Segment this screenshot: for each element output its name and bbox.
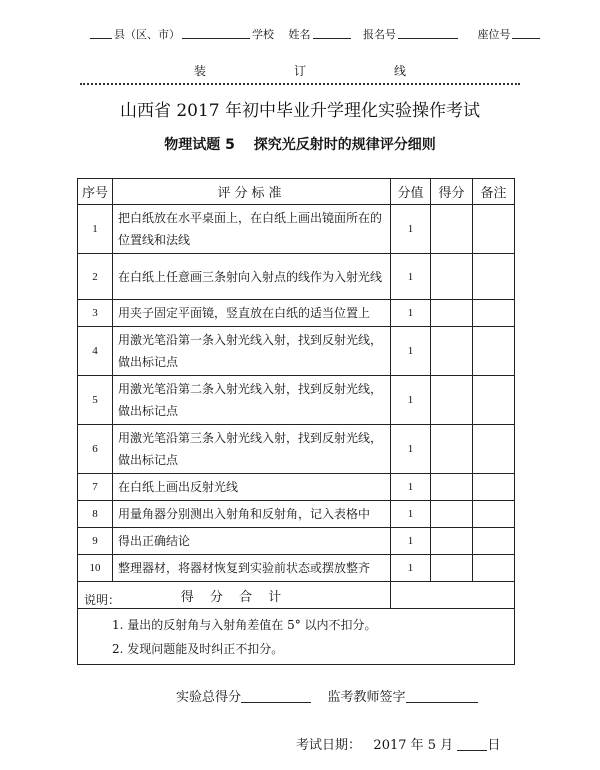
points-value: 1 — [391, 501, 431, 528]
table-row — [78, 376, 515, 425]
table-row — [78, 501, 515, 528]
table-row — [78, 474, 515, 501]
remarks-cell[interactable] — [473, 327, 515, 376]
table-row — [78, 425, 515, 474]
notes-label: 说明： — [84, 593, 121, 607]
remarks-cell[interactable] — [473, 501, 515, 528]
note-item: 1. 量出的反射角与入射角差值在 5° 以内不扣分。 — [112, 618, 377, 632]
binding-char: 装 — [193, 64, 206, 78]
reg-label: 报名号 — [363, 28, 396, 41]
points-value: 1 — [391, 327, 431, 376]
criteria-text: 把白纸放在水平桌面上，在白纸上画出镜面所在的位置线和法线 — [113, 205, 391, 254]
col-header-points: 分值 — [391, 179, 431, 205]
notes-section — [77, 583, 515, 665]
name-blank[interactable] — [313, 28, 351, 39]
points-value: 1 — [391, 425, 431, 474]
row-number: 2 — [78, 254, 113, 300]
county-blank[interactable] — [90, 28, 112, 39]
points-value: 1 — [391, 300, 431, 327]
dotted-divider — [80, 83, 520, 85]
remarks-cell[interactable] — [473, 528, 515, 555]
score-cell[interactable] — [431, 205, 473, 254]
row-number: 9 — [78, 528, 113, 555]
points-value: 1 — [391, 528, 431, 555]
points-value: 1 — [391, 205, 431, 254]
student-info-line — [90, 26, 540, 42]
exam-date-line — [296, 734, 500, 753]
notes-list — [112, 613, 508, 661]
score-cell[interactable] — [431, 425, 473, 474]
score-cell[interactable] — [431, 327, 473, 376]
date-year-month: 2017 年 5 月 — [373, 738, 454, 753]
criteria-text: 用量角器分别测出入射角和反射角，记入表格中 — [113, 501, 391, 528]
remarks-cell[interactable] — [473, 254, 515, 300]
criteria-text: 用激光笔沿第一条入射光线入射，找到反射光线，做出标记点 — [113, 327, 391, 376]
name-label: 姓名 — [288, 28, 311, 41]
points-value: 1 — [391, 474, 431, 501]
score-cell[interactable] — [431, 474, 473, 501]
table-header-row — [78, 179, 515, 205]
points-value: 1 — [391, 254, 431, 300]
remarks-cell[interactable] — [473, 376, 515, 425]
col-header-criteria: 评分标准 — [113, 179, 391, 205]
date-label: 考试日期： — [296, 738, 362, 753]
row-number: 7 — [78, 474, 113, 501]
col-header-no: 序号 — [78, 179, 113, 205]
row-number: 1 — [78, 205, 113, 254]
criteria-text: 用激光笔沿第三条入射光线入射，找到反射光线，做出标记点 — [113, 425, 391, 474]
binding-line — [80, 62, 520, 85]
binding-char: 订 — [293, 64, 306, 78]
table-row — [78, 254, 515, 300]
exam-title: 山西省 2017 年初中毕业升学理化实验操作考试 — [119, 101, 481, 121]
note-item: 2. 发现问题能及时纠正不扣分。 — [112, 642, 284, 656]
row-number: 4 — [78, 327, 113, 376]
total-label: 得 分 合 计 — [78, 582, 391, 609]
table-row — [78, 205, 515, 254]
remarks-cell[interactable] — [473, 300, 515, 327]
scoring-table — [77, 178, 515, 609]
seat-blank[interactable] — [512, 28, 540, 39]
teacher-sign-blank[interactable] — [406, 690, 478, 703]
table-row — [78, 327, 515, 376]
criteria-text: 用夹子固定平面镜，竖直放在白纸的适当位置上 — [113, 300, 391, 327]
date-day-blank[interactable] — [457, 738, 487, 751]
table-row — [78, 555, 515, 582]
row-number: 8 — [78, 501, 113, 528]
col-header-score: 得分 — [431, 179, 473, 205]
row-number: 3 — [78, 300, 113, 327]
criteria-text: 得出正确结论 — [113, 528, 391, 555]
points-value: 1 — [391, 555, 431, 582]
criteria-text: 整理器材，将器材恢复到实验前状态或摆放整齐 — [113, 555, 391, 582]
score-cell[interactable] — [431, 501, 473, 528]
criteria-text: 用激光笔沿第二条入射光线入射，找到反射光线，做出标记点 — [113, 376, 391, 425]
sub-title: 物理试题 5 探究光反射时的规律评分细则 — [164, 137, 436, 153]
signature-line — [176, 686, 478, 705]
teacher-sign-label: 监考教师签字 — [327, 690, 406, 705]
score-cell[interactable] — [431, 300, 473, 327]
table-row — [78, 528, 515, 555]
row-number: 5 — [78, 376, 113, 425]
total-score-label: 实验总得分 — [176, 690, 242, 705]
county-label: 县（区、市） — [114, 28, 180, 41]
points-value: 1 — [391, 376, 431, 425]
table-row — [78, 300, 515, 327]
total-score-blank[interactable] — [241, 690, 311, 703]
col-header-remarks: 备注 — [473, 179, 515, 205]
remarks-cell[interactable] — [473, 205, 515, 254]
row-number: 10 — [78, 555, 113, 582]
school-label: 学校 — [252, 28, 274, 41]
score-cell[interactable] — [431, 376, 473, 425]
score-cell[interactable] — [431, 555, 473, 582]
remarks-cell[interactable] — [473, 425, 515, 474]
remarks-cell[interactable] — [473, 474, 515, 501]
criteria-text: 在白纸上任意画三条射向入射点的线作为入射光线 — [113, 254, 391, 300]
remarks-cell[interactable] — [473, 555, 515, 582]
seat-label: 座位号 — [477, 28, 511, 41]
criteria-text: 在白纸上画出反射光线 — [113, 474, 391, 501]
score-cell[interactable] — [431, 528, 473, 555]
score-cell[interactable] — [431, 254, 473, 300]
date-day-suffix: 日 — [487, 738, 501, 753]
row-number: 6 — [78, 425, 113, 474]
reg-blank[interactable] — [398, 28, 458, 39]
binding-char: 线 — [393, 64, 406, 78]
school-blank[interactable] — [182, 28, 250, 39]
